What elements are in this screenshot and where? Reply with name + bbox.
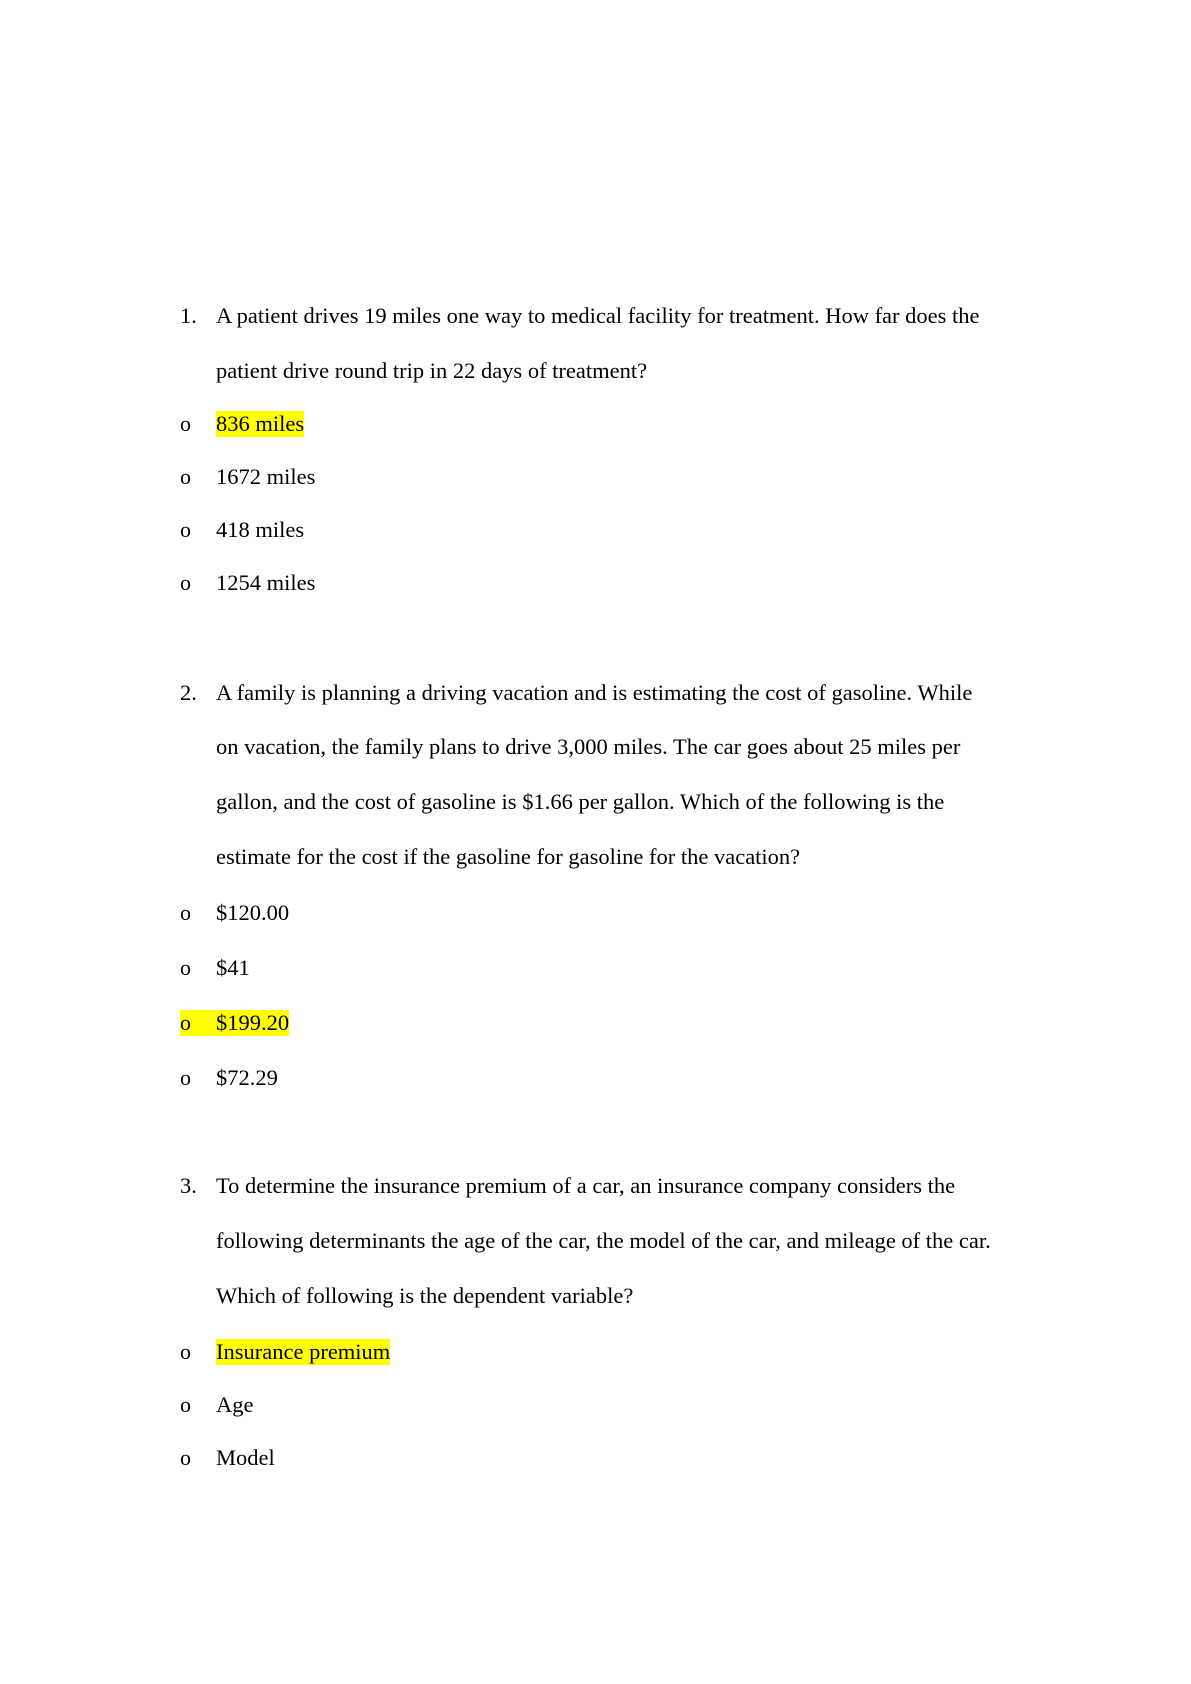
option-bullet-icon: o: [180, 900, 191, 925]
answer-option: 836 miles: [216, 411, 305, 436]
question-text-line: To determine the insurance premium of a car, an insurance company considers the: [216, 1173, 956, 1198]
answer-option: Age: [216, 1392, 254, 1417]
answer-option: $41: [216, 955, 250, 980]
question-text-line: Which of following is the dependent variable?: [216, 1283, 634, 1308]
option-bullet-icon: o: [180, 955, 191, 980]
option-bullet-icon: o: [180, 517, 191, 542]
answer-option: 1254 miles: [216, 570, 316, 595]
option-bullet-icon: o: [180, 464, 191, 489]
answer-option: Model: [216, 1445, 275, 1470]
question-number: 1.: [180, 303, 197, 328]
question-text-line: estimate for the cost if the gasoline for gasoline for the vacation?: [216, 844, 801, 869]
option-bullet-icon: o: [180, 411, 191, 436]
question-text-line: A patient drives 19 miles one way to medical facility for treatment. How far does the: [216, 303, 980, 328]
option-bullet-icon: o: [180, 570, 191, 595]
answer-option: Insurance premium: [216, 1339, 391, 1364]
option-bullet-icon: o: [180, 1339, 191, 1364]
answer-option: $199.20: [216, 1010, 290, 1035]
question-text-line: A family is planning a driving vacation and is estimating the cost of gasoline. While: [216, 680, 973, 705]
option-bullet-icon: o: [180, 1010, 216, 1036]
option-bullet-icon: o: [180, 1445, 191, 1470]
answer-option: $72.29: [216, 1065, 278, 1090]
answer-option: $120.00: [216, 900, 290, 925]
question-text-line: gallon, and the cost of gasoline is $1.66 per gallon. Which of the following is the: [216, 789, 945, 814]
question-text-line: on vacation, the family plans to drive 3,000 miles. The car goes about 25 miles per: [216, 734, 961, 759]
question-number: 3.: [180, 1173, 197, 1198]
option-bullet-icon: o: [180, 1065, 191, 1090]
question-text-line: following determinants the age of the car, the model of the car, and mileage of the car.: [216, 1228, 991, 1253]
answer-option: 1672 miles: [216, 464, 316, 489]
option-bullet-icon: o: [180, 1392, 191, 1417]
answer-option: 418 miles: [216, 517, 305, 542]
question-number: 2.: [180, 680, 197, 705]
question-text-line: patient drive round trip in 22 days of treatment?: [216, 358, 648, 383]
